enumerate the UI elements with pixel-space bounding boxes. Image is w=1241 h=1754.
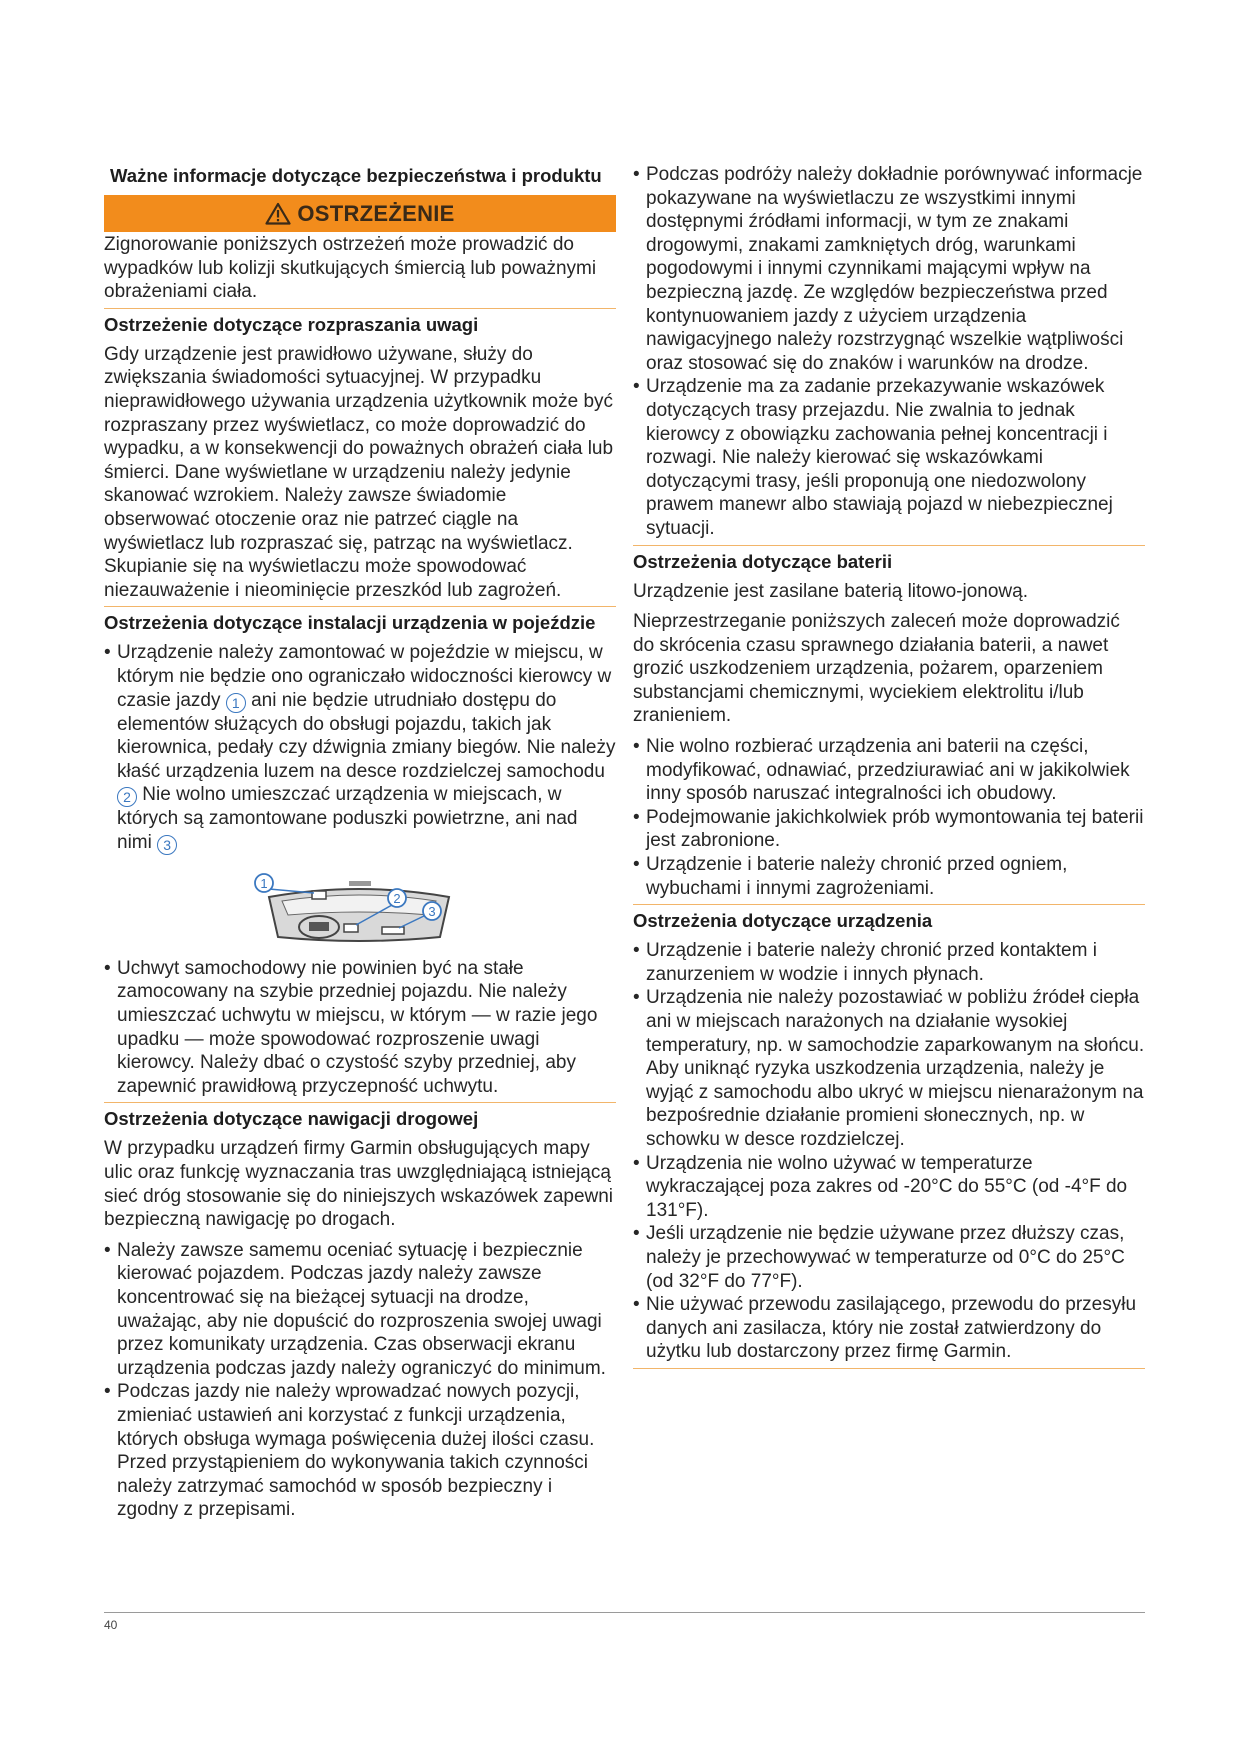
battery-list	[633, 735, 1145, 900]
callout-badge-1: 1	[226, 693, 246, 713]
list-item: • Nie używać przewodu zasilającego, przewodu do przesyłu danych ani zasilacza, który nie został zatwierdzony do użytku lub dostarczony przez firmę Garmin.	[633, 1293, 1145, 1364]
navigation-list	[104, 1239, 616, 1522]
installation-text-2: ani nie będzie utrudniało dostępu do elementów służących do obsługi pojazdu, takich jak kierownica, pedały czy dźwignia zmiany biegów. Nie należy kłaść urządzenia luzem na desce rozdzielczej samochodu	[117, 689, 616, 782]
section-divider	[633, 904, 1145, 905]
device-list	[633, 939, 1145, 1364]
car-dashboard-illustration	[104, 867, 616, 947]
figure-callout-1	[255, 874, 273, 892]
battery-text-1: Urządzenie jest zasilane baterią litowo-jonową.	[633, 580, 1028, 602]
right-column	[633, 163, 1145, 1373]
navigation-list-continued	[633, 163, 1145, 541]
warning-banner	[104, 195, 616, 232]
figure-callout-3	[423, 902, 441, 920]
callout-badge-2: 2	[117, 787, 137, 807]
list-item: • Jeśli urządzenie nie będzie używane przez dłuższy czas, należy je przechowywać w temperaturze od 0°C do 25°C (od 32°F do 77°F).	[633, 1222, 1145, 1293]
section-divider	[104, 1102, 616, 1103]
list-item: • Podczas podróży należy dokładnie porównywać informacje pokazywane na wyświetlaczu ze wszystkimi innymi dostępnymi źródłami informacji, w tym ze znakami drogowymi, znakami zamkniętych dróg, warunkami pogodowymi i innymi czynnikami mającymi wpływ na bezpieczną jazdę. Ze względów bezpieczeństwa przed kontynuowaniem jazdy z użyciem urządzenia nawigacyjnego należy rozstrzygnąć wszelkie wątpliwości oraz stosować się do znaków i warunków na drodze.	[633, 163, 1145, 375]
left-column	[104, 163, 616, 1522]
figure-callout-2	[388, 889, 406, 907]
battery-heading: Ostrzeżenia dotyczące baterii	[633, 550, 893, 572]
list-item: • Urządzenie i baterie należy chronić przed kontaktem i zanurzeniem w wodzie i innych płynach.	[633, 939, 1145, 986]
list-item: • Uchwyt samochodowy nie powinien być na stałe zamocowany na szybie przedniej pojazdu. Nie należy umieszczać uchwytu w miejscu, w którym — w razie jego upadku — może spowodować rozproszenie uwagi kierowcy. Należy dbać o czystość szyby przedniej, aby zapewnić prawidłową przyczepność uchwytu.	[104, 957, 616, 1099]
section-divider	[633, 1368, 1145, 1369]
page-number: 40	[104, 1618, 118, 1632]
installation-text-1: Urządzenie należy zamontować w pojeździe w miejscu, w którym nie będzie ono ograniczało widoczności kierowcy w czasie jazdy	[117, 642, 612, 711]
device-heading: Ostrzeżenia dotyczące urządzenia	[633, 910, 933, 932]
svg-text:3: 3	[428, 903, 436, 919]
list-item: • Urządzenia nie wolno używać w temperaturze wykraczającej poza zakres od -20°C do 55°C (od -4°F do 131°F).	[633, 1152, 1145, 1223]
svg-text:2: 2	[393, 890, 401, 906]
callout-badge-3: 3	[157, 835, 177, 855]
list-item	[104, 641, 616, 855]
svg-text:1: 1	[260, 875, 268, 891]
distraction-text: Gdy urządzenie jest prawidłowo używane, służy do zwiększania świadomości sytuacyjnej. W przypadku nieprawidłowego używania urządzenia użytkownik może być rozpraszany przez wyświetlacz, co może doprowadzić do wypadku, a w konsekwencji do poważnych obrażeń ciała lub śmierci. Dane wyświetlane w urządzeniu należy jedynie skanować wzrokiem. Należy zawsze świadomie obserwować otoczenie oraz nie patrzeć ciągle na wyświetlacz lub rozpraszać się, patrząc na wyświetlacz. Skupianie się na wyświetlaczu może spowodować niezauważenie i nieominięcie przeszkód lub zagrożeń.	[104, 343, 614, 601]
navigation-text: W przypadku urządzeń firmy Garmin obsługujących mapy ulic oraz funkcję wyznaczania tras uwzględniającą istniejącą sieć dróg stosowanie się do niniejszych wskazówek zapewni bezpieczną nawigację po drogach.	[104, 1138, 614, 1231]
section-divider	[104, 606, 616, 607]
list-item: • Należy zawsze samemu oceniać sytuację i bezpiecznie kierować pojazdem. Podczas jazdy należy zawsze koncentrować się na bieżącej sytuacji na drodze, uważając, aby nie dopuścić do rozproszenia swojej uwagi przez komunikaty urządzenia. Czas obserwacji ekranu urządzenia podczas jazdy należy ograniczyć do minimum.	[104, 1239, 616, 1381]
distraction-heading: Ostrzeżenie dotyczące rozpraszania uwagi	[104, 313, 479, 335]
installation-list	[104, 641, 616, 855]
warning-intro: Zignorowanie poniższych ostrzeżeń może prowadzić do wypadków lub kolizji skutkujących śmiercią lub poważnymi obrażeniami ciała.	[104, 234, 597, 303]
page-title: Ważne informacje dotyczące bezpieczeństwa i produktu	[110, 165, 602, 186]
footer-divider	[104, 1612, 1145, 1613]
warning-triangle-icon	[265, 202, 291, 225]
windshield-diagram	[104, 867, 616, 947]
list-item: • Podejmowanie jakichkolwiek prób wymontowania tej baterii jest zabronione.	[633, 806, 1145, 853]
section-divider	[104, 308, 616, 309]
section-divider	[633, 545, 1145, 546]
list-item: • Urządzenie i baterie należy chronić przed ogniem, wybuchami i innymi zagrożeniami.	[633, 853, 1145, 900]
installation-text-3: Nie wolno umieszczać urządzenia w miejscach, w których są zamontowane poduszki powietrzne, ani nad nimi	[117, 784, 578, 853]
battery-text-2: Nieprzestrzeganie poniższych zaleceń może doprowadzić do skrócenia czasu sprawnego działania baterii, a nawet grozić uszkodzeniem urządzenia, pożarem, oparzeniem substancjami chemicznymi, wyciekiem elektrolitu i/lub zranieniem.	[633, 611, 1120, 727]
navigation-heading: Ostrzeżenia dotyczące nawigacji drogowej	[104, 1108, 479, 1130]
installation-list-2	[104, 957, 616, 1099]
list-item: • Urządzenia nie należy pozostawiać w pobliżu źródeł ciepła ani w miejscach narażonych na działanie wysokiej temperatury, np. w samochodzie zaparkowanym na słońcu. Aby uniknąć ryzyka uszkodzenia urządzenia, należy je wyjąć z samochodu albo ukryć w miejscu nienarażonym na bezpośrednie działanie promieni słonecznych, np. w schowku w desce rozdzielczej.	[633, 986, 1145, 1151]
installation-heading: Ostrzeżenia dotyczące instalacji urządzenia w pojeździe	[104, 612, 596, 634]
list-item: • Urządzenie ma za zadanie przekazywanie wskazówek dotyczących trasy przejazdu. Nie zwalnia to jednak kierowcy z obowiązku zachowania pełnej koncentracji i rozwagi. Nie należy kierować się wskazówkami dotyczącymi trasy, jeśli proponują one niedozwolony prawem manewr albo stawiają pojazd w niebezpiecznej sytuacji.	[633, 375, 1145, 540]
list-item: • Nie wolno rozbierać urządzenia ani baterii na części, modyfikować, odnawiać, przedziurawiać ani w jakikolwiek inny sposób naruszać integralności ich obudowy.	[633, 735, 1145, 806]
warning-label: OSTRZEŻENIE	[297, 200, 455, 226]
list-item: • Podczas jazdy nie należy wprowadzać nowych pozycji, zmieniać ustawień ani korzystać z funkcji urządzenia, których obsługa wymaga poświęcenia dużej ilości czasu. Przed przystąpieniem do wykonywania takich czynności należy zatrzymać samochód w sposób bezpieczny i zgodny z przepisami.	[104, 1380, 616, 1522]
